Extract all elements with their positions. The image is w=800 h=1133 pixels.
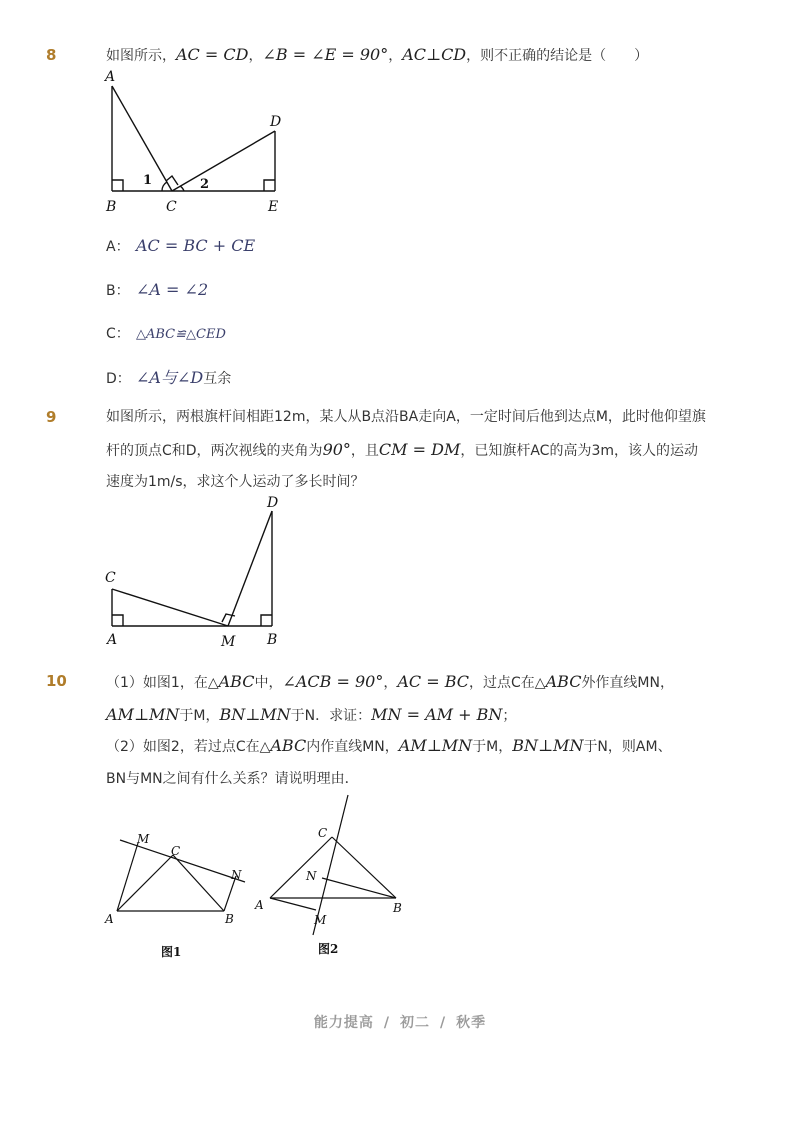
q10-figure-1 (100, 820, 260, 970)
fig2-label-M: M (314, 913, 327, 927)
fig1-label-N: N (231, 868, 242, 882)
q10-figure-2 (250, 790, 420, 970)
fig1-label-A: A (105, 912, 114, 926)
fig2-label-N: N (306, 869, 317, 883)
q10-line-4: BN与MN之间有什么关系？请说明理由． (106, 771, 359, 787)
fig1-caption: 图1 (161, 945, 182, 959)
q8-label-2: 2 (200, 177, 210, 192)
fig2-caption: 图2 (318, 942, 339, 956)
fig1-label-B: B (225, 912, 234, 926)
fig2-label-B: B (393, 901, 402, 915)
q8-figure (100, 66, 320, 216)
footer-sep-2: / (440, 1015, 447, 1031)
q9-label-C: C (105, 570, 116, 586)
question-number-9: 9 (46, 408, 57, 426)
page-footer (0, 1012, 800, 1032)
q8-label-A: A (105, 69, 116, 85)
q8-label-C: C (166, 199, 177, 215)
q8-label-B: B (106, 199, 117, 215)
q9-label-M: M (221, 634, 236, 650)
fig1-label-C: C (171, 844, 181, 858)
q9-figure (100, 494, 300, 654)
q9-label-D: D (267, 495, 279, 511)
q9-label-B: B (267, 632, 278, 648)
q10-line-2: AM⊥MN于M，BN⊥MN于N．求证：MN = AM + BN； (106, 705, 517, 724)
q10-line-3: （2）如图2，若过点C在△ABC内作直线MN，AM⊥MN于M，BN⊥MN于N，则AM、 (106, 736, 672, 755)
q8-option-c[interactable]: C： △ABC≌△CED (106, 326, 226, 342)
footer-part-3: 秋季 (456, 1015, 487, 1031)
footer-sep-1: / (383, 1015, 390, 1031)
q8-label-D: D (270, 114, 282, 130)
question-number-8: 8 (46, 46, 57, 64)
q8-option-a[interactable]: A： AC = BC + CE (106, 236, 256, 255)
q8-label-1: 1 (143, 173, 153, 188)
q8-option-b[interactable]: B： ∠A = ∠2 (106, 280, 209, 299)
fig2-label-C: C (318, 826, 328, 840)
q8-label-E: E (268, 199, 279, 215)
q9-label-A: A (107, 632, 118, 648)
q9-line-1: 如图所示，两根旗杆间相距12m，某人从B点沿BA走向A，一定时间后他到达点M，此时他仰望旗 (106, 409, 706, 425)
q9-line-3: 速度为1m/s，求这个人运动了多长时间？ (106, 474, 365, 490)
footer-part-1: 能力提高 (313, 1015, 374, 1031)
q9-line-2: 杆的顶点C和D，两次视线的夹角为90°，且CM = DM，已知旗杆AC的高为3m，该人的运动 (106, 440, 698, 459)
footer-part-2: 初二 (400, 1015, 430, 1031)
q8-option-d[interactable]: D： ∠A与∠D互余 (106, 368, 232, 387)
fig1-label-M: M (137, 832, 150, 846)
q8-stem: 如图所示，AC = CD，∠B = ∠E = 90°，AC⊥CD，则不正确的结论是（ ） (106, 45, 649, 64)
fig2-label-A: A (255, 898, 264, 912)
question-number-10: 10 (46, 672, 67, 690)
q10-line-1: （1）如图1，在△ABC中，∠ACB = 90°，AC = BC，过点C在△ABC外作直线MN， (106, 672, 674, 691)
